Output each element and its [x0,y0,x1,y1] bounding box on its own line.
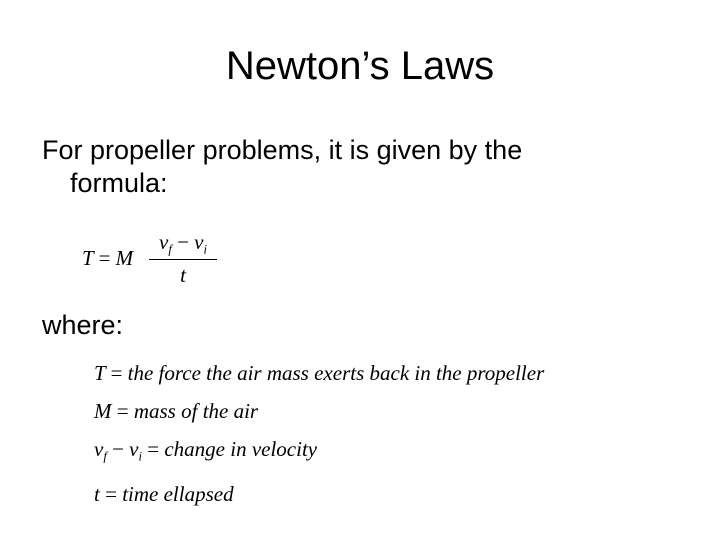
intro-line-1: For propeller problems, it is given by the [42,135,523,165]
definition-text: change in velocity [164,437,318,461]
definition-equals: = [105,482,117,507]
definition-row-velocity [94,430,544,475]
formula-denominator: t [180,263,186,288]
numerator-vi: v [194,230,204,254]
definition-text: the force the air mass exerts back in the propeller [127,361,545,385]
definition-symbol: M [94,399,112,423]
definition-symbol: T [94,361,106,385]
formula-thrust-var: T [82,246,94,270]
definition-text: time ellapsed [122,482,234,507]
definition-equals: = [110,361,123,385]
numerator-minus: − [177,230,189,254]
definition-minus: − [112,437,124,461]
definition-row-time [94,475,544,513]
definition-equals: = [116,399,129,423]
numerator-vf-sub: f [168,242,172,257]
definition-row-thrust [94,354,544,392]
definition-equals: = [147,437,160,461]
definitions-list [94,354,544,513]
definition-symbol: t [94,482,100,507]
slide-title: Newton’s Laws [225,44,495,88]
definition-row-mass [94,392,544,430]
formula-mass-var: M [115,246,134,270]
numerator-vf: v [159,230,169,254]
definition-symbol-2: v [129,437,139,461]
intro-line-2: formula: [70,168,168,198]
formula-equals: = [98,246,111,270]
fraction-bar [149,259,217,260]
definition-symbol-sub: f [103,449,107,464]
numerator-vi-sub: i [203,242,207,257]
definition-symbol-2-sub: i [138,449,142,464]
formula-fraction [149,230,217,288]
definition-text: mass of the air [133,399,259,423]
formula-numerator [149,230,217,257]
formula-lhs [82,246,133,271]
definition-symbol: v [94,437,104,461]
intro-text [42,134,662,200]
where-label: where: [42,310,124,340]
